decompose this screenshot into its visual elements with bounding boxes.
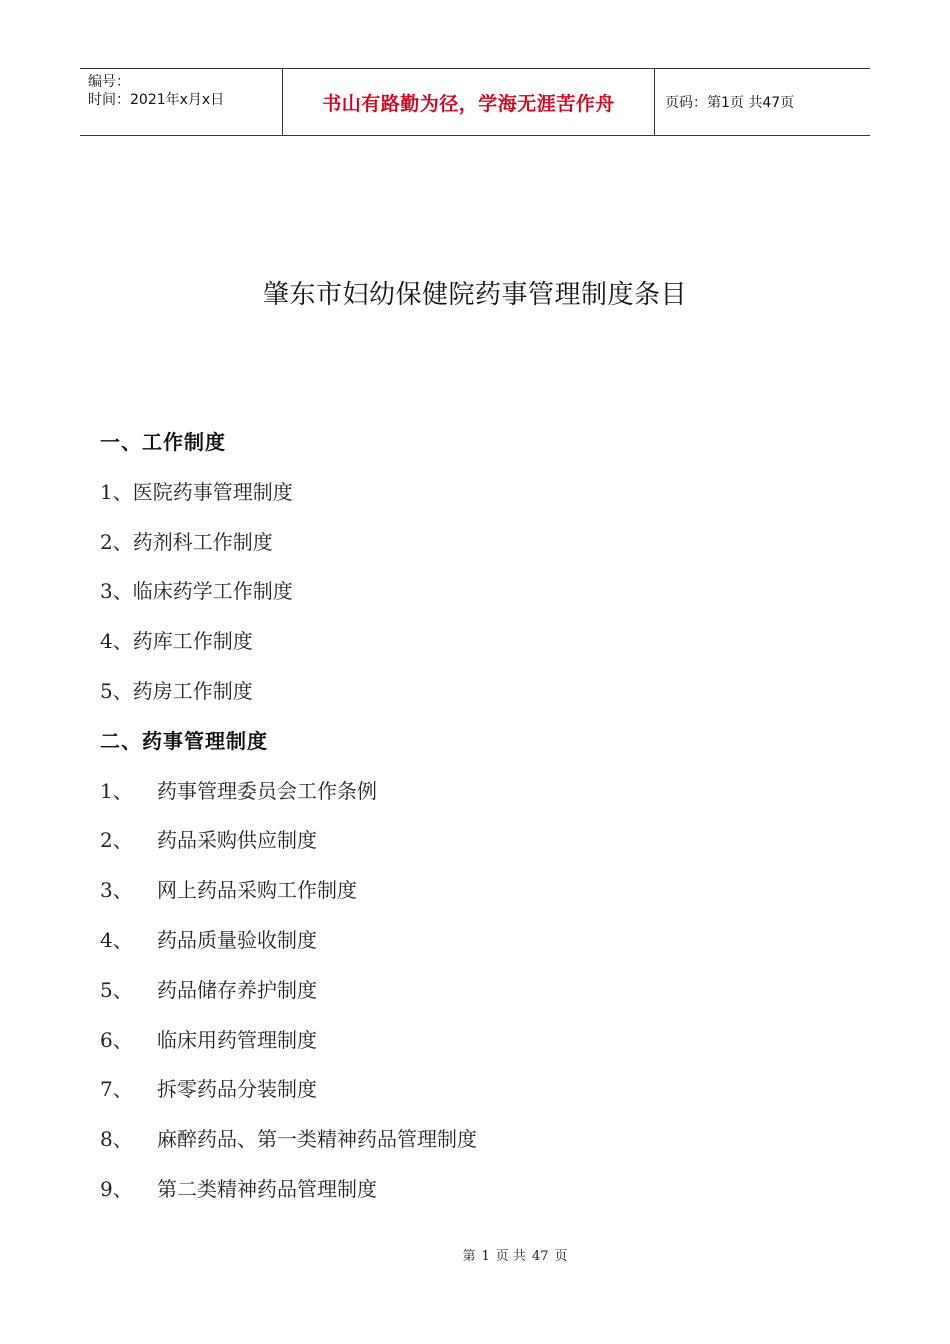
list-item-text: 药品质量验收制度 (157, 927, 317, 952)
list-item (100, 1022, 860, 1072)
list-item-number: 4、 (100, 629, 133, 654)
list-item (100, 474, 860, 524)
footer-mid: 页 共 (495, 1249, 526, 1264)
footer-total-pages: 47 (531, 1249, 549, 1264)
document-body (100, 424, 860, 1221)
list-item-number: 9、 (100, 1176, 133, 1201)
list-item-number: 2、 (100, 828, 133, 853)
list-item-number: 3、 (100, 579, 133, 604)
document-header (80, 68, 870, 136)
footer-suffix: 页 (554, 1249, 568, 1264)
list-item-number: 7、 (100, 1077, 133, 1102)
list-item (100, 1071, 860, 1121)
list-item-number: 1、 (100, 479, 133, 504)
list-item (100, 1121, 860, 1171)
list-item-number: 5、 (100, 977, 133, 1002)
header-number-label: 编号： (88, 74, 130, 90)
list-item (100, 573, 860, 623)
list-item (100, 972, 860, 1022)
list-item-number: 2、 (100, 529, 133, 554)
page-footer (0, 1245, 950, 1264)
header-page-info: 页码：第1页 共47页 (665, 95, 795, 111)
list-item (100, 673, 860, 723)
list-item-number: 4、 (100, 927, 133, 952)
list-item-text: 医院药事管理制度 (132, 479, 293, 504)
list-item-number: 6、 (100, 1027, 133, 1052)
list-item-number: 1、 (100, 778, 133, 803)
section-heading: 一、工作制度 (100, 430, 226, 454)
list-item-text: 第二类精神药品管理制度 (157, 1176, 377, 1201)
header-meta (80, 69, 282, 135)
list-item (100, 872, 860, 922)
section-heading: 二、药事管理制度 (100, 728, 268, 753)
list-item-text: 麻醉药品、第一类精神药品管理制度 (157, 1127, 477, 1152)
list-item-number: 8、 (100, 1127, 133, 1152)
list-item (100, 822, 860, 872)
list-item-text: 临床药学工作制度 (132, 579, 293, 604)
document-title: 肇东市妇幼保健院药事管理制度条目 (262, 280, 687, 310)
header-date-label: 时间：2021年x月x日 (88, 92, 225, 108)
list-item (100, 623, 860, 673)
list-item-text: 药房工作制度 (132, 678, 253, 703)
header-page-cell (655, 69, 870, 135)
list-item (100, 773, 860, 823)
header-motto-cell (282, 69, 655, 135)
list-item-text: 临床用药管理制度 (157, 1027, 317, 1052)
list-item-text: 网上药品采购工作制度 (157, 878, 357, 903)
header-motto: 书山有路勤为径，学海无涯苦作舟 (322, 92, 615, 115)
footer-page-number: 1 (481, 1249, 490, 1264)
list-item-text: 药库工作制度 (132, 629, 253, 654)
list-item-text: 药品采购供应制度 (157, 828, 317, 853)
list-item-text: 药品储存养护制度 (157, 977, 317, 1002)
list-item (100, 524, 860, 574)
footer-prefix: 第 (462, 1249, 476, 1264)
list-item-text: 药事管理委员会工作条例 (157, 778, 377, 803)
list-item-text: 药剂科工作制度 (132, 529, 273, 554)
list-item (100, 1171, 860, 1221)
list-item-text: 拆零药品分装制度 (157, 1077, 317, 1102)
list-item (100, 922, 860, 972)
list-item-number: 5、 (100, 678, 133, 703)
list-item-number: 3、 (100, 878, 133, 903)
